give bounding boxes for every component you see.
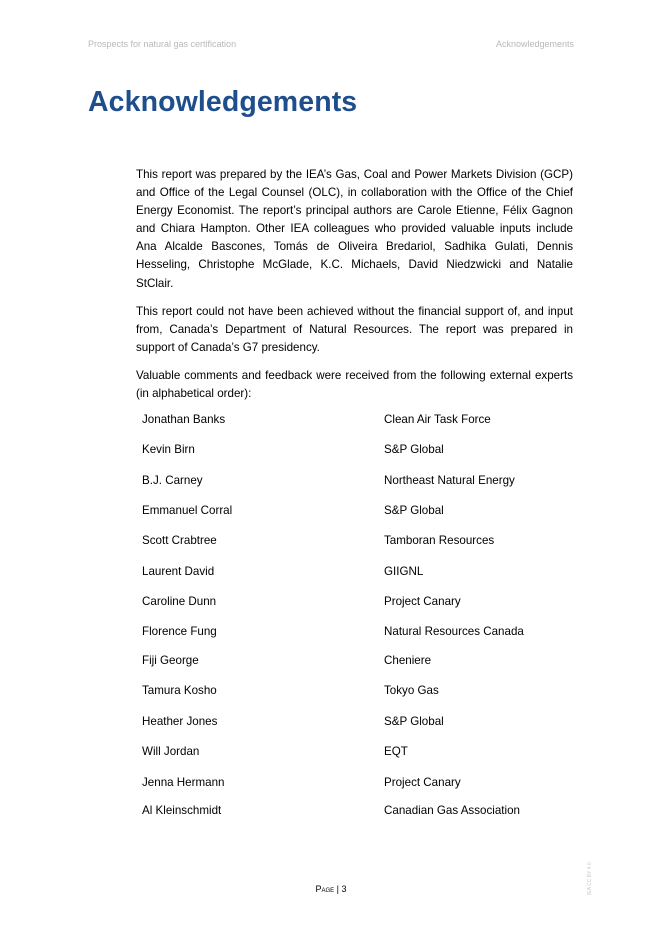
expert-name: Al Kleinschmidt — [142, 804, 222, 817]
expert-organization: Clean Air Task Force — [384, 413, 491, 426]
header-report-title: Prospects for natural gas certification — [88, 39, 237, 49]
page-label: Page — [315, 884, 335, 894]
expert-row — [142, 715, 574, 731]
expert-row — [142, 804, 574, 820]
page-separator: | — [334, 884, 342, 894]
expert-organization: S&P Global — [384, 443, 444, 456]
expert-organization: Tamboran Resources — [384, 534, 495, 547]
expert-organization: Natural Resources Canada — [384, 625, 524, 638]
expert-name: Emmanuel Corral — [142, 504, 233, 517]
expert-organization: Northeast Natural Energy — [384, 474, 515, 487]
expert-name: Jenna Hermann — [142, 776, 225, 789]
expert-row — [142, 684, 574, 700]
expert-row — [142, 534, 574, 550]
expert-name: Jonathan Banks — [142, 413, 226, 426]
page-number: 3 — [341, 884, 347, 894]
expert-organization: Canadian Gas Association — [384, 804, 520, 817]
expert-organization: GIIGNL — [384, 565, 424, 578]
expert-name: Caroline Dunn — [142, 595, 217, 608]
expert-organization: Tokyo Gas — [384, 684, 439, 697]
paragraph-experts-intro: Valuable comments and feedback were received from the following external experts (in alphabetical order): — [136, 368, 573, 401]
expert-row — [142, 565, 574, 581]
expert-name: Fiji George — [142, 654, 199, 667]
expert-name: Scott Crabtree — [142, 534, 217, 547]
expert-name: Will Jordan — [142, 745, 200, 758]
expert-row — [142, 595, 574, 611]
expert-organization: EQT — [384, 745, 408, 758]
body-text — [136, 166, 573, 413]
expert-organization: S&P Global — [384, 504, 444, 517]
expert-row — [142, 654, 574, 670]
expert-row — [142, 776, 574, 792]
expert-row — [142, 443, 574, 459]
expert-row — [142, 474, 574, 490]
expert-name: Kevin Birn — [142, 443, 195, 456]
expert-organization: Project Canary — [384, 776, 461, 789]
expert-row — [142, 625, 574, 641]
expert-name: B.J. Carney — [142, 474, 203, 487]
header-section-title: Acknowledgements — [495, 39, 574, 49]
expert-row — [142, 745, 574, 761]
page-title: Acknowledgements — [88, 86, 358, 118]
page-footer — [0, 884, 662, 894]
expert-name: Laurent David — [142, 565, 215, 578]
expert-organization: Project Canary — [384, 595, 461, 608]
expert-organization: S&P Global — [384, 715, 444, 728]
paragraph-authors: This report was prepared by the IEA’s Gas, Coal and Power Markets Division (GCP) and Office of the Legal Counsel (OLC), in collaboration with the Office of the Chief Energy Economist. The report’s principal authors are Carole Etienne, Félix Gagnon and Chiara Hampton. Other IEA colleagues who provided valuable inputs include Ana Alcalde Bascones, Tomás de Oliveira Bredariol, Sadhika Gulati, Dennis Hesseling, Christophe McGlade, K.C. Michaels, David Niedzwicki and Natalie StClair. — [136, 168, 573, 290]
license-note: IEA CC BY 4.0. — [587, 860, 593, 895]
expert-name: Florence Fung — [142, 625, 217, 638]
expert-name: Tamura Kosho — [142, 684, 217, 697]
expert-organization: Cheniere — [384, 654, 432, 667]
paragraph-funding: This report could not have been achieved without the financial support of, and input from, Canada’s Department of Natural Resources. The report was prepared in support of Canada’s G7 presidency. — [136, 304, 573, 354]
expert-name: Heather Jones — [142, 715, 218, 728]
expert-row — [142, 413, 574, 429]
expert-row — [142, 504, 574, 520]
